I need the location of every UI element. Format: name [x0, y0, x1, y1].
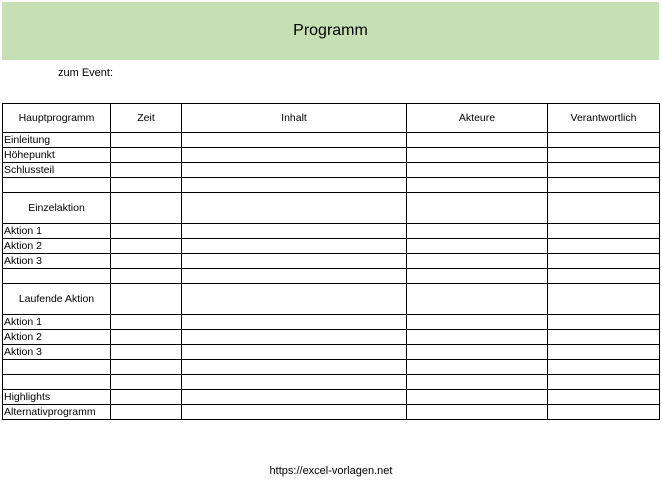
table-row [3, 254, 660, 269]
cell-verantwortlich[interactable] [548, 375, 660, 390]
header-hauptprogramm[interactable]: Hauptprogramm [3, 104, 111, 133]
cell-verantwortlich[interactable] [548, 254, 660, 269]
header-inhalt[interactable]: Inhalt [182, 104, 407, 133]
table-row [3, 224, 660, 239]
row-label-cell[interactable]: Höhepunkt [3, 148, 111, 163]
cell-verantwortlich[interactable] [548, 315, 660, 330]
table-row [3, 405, 660, 420]
cell-inhalt[interactable] [182, 163, 407, 178]
cell-akteure[interactable] [407, 269, 548, 284]
cell-zeit[interactable] [111, 193, 182, 224]
cell-inhalt[interactable] [182, 224, 407, 239]
row-label-cell[interactable]: Aktion 2 [3, 239, 111, 254]
program-table-body [3, 104, 660, 420]
cell-akteure[interactable] [407, 360, 548, 375]
row-label-cell[interactable]: Aktion 1 [3, 224, 111, 239]
table-row [3, 315, 660, 330]
table-row [3, 148, 660, 163]
cell-verantwortlich[interactable] [548, 178, 660, 193]
cell-verantwortlich[interactable] [548, 360, 660, 375]
cell-inhalt[interactable] [182, 239, 407, 254]
cell-akteure[interactable] [407, 330, 548, 345]
table-row [3, 269, 660, 284]
table-row [3, 178, 660, 193]
cell-inhalt[interactable] [182, 269, 407, 284]
table-header-row [3, 104, 660, 133]
page-title: Programm [293, 22, 368, 39]
cell-inhalt[interactable] [182, 375, 407, 390]
event-label: zum Event: [58, 67, 114, 79]
row-label-cell[interactable]: Alternativprogramm [3, 405, 111, 420]
cell-akteure[interactable] [407, 133, 548, 148]
cell-verantwortlich[interactable] [548, 133, 660, 148]
cell-verantwortlich[interactable] [548, 239, 660, 254]
program-table [2, 103, 660, 420]
cell-zeit[interactable] [111, 254, 182, 269]
footer-url: https://excel-vorlagen.net [269, 465, 393, 477]
table-row [3, 163, 660, 178]
cell-zeit[interactable] [111, 133, 182, 148]
cell-verantwortlich[interactable] [548, 284, 660, 315]
table-row [3, 239, 660, 254]
header-akteure[interactable]: Akteure [407, 104, 548, 133]
cell-akteure[interactable] [407, 254, 548, 269]
cell-zeit[interactable] [111, 239, 182, 254]
cell-verantwortlich[interactable] [548, 193, 660, 224]
cell-verantwortlich[interactable] [548, 224, 660, 239]
table-row [3, 345, 660, 360]
row-label-cell[interactable]: Aktion 3 [3, 254, 111, 269]
cell-inhalt[interactable] [182, 315, 407, 330]
cell-akteure[interactable] [407, 163, 548, 178]
cell-akteure[interactable] [407, 239, 548, 254]
cell-akteure[interactable] [407, 178, 548, 193]
cell-akteure[interactable] [407, 148, 548, 163]
row-label-cell[interactable]: Highlights [3, 390, 111, 405]
cell-inhalt[interactable] [182, 360, 407, 375]
cell-verantwortlich[interactable] [548, 405, 660, 420]
cell-zeit[interactable] [111, 269, 182, 284]
row-label-cell[interactable]: Laufende Aktion [3, 284, 111, 315]
cell-zeit[interactable] [111, 224, 182, 239]
cell-zeit[interactable] [111, 284, 182, 315]
cell-zeit[interactable] [111, 345, 182, 360]
cell-verantwortlich[interactable] [548, 345, 660, 360]
row-label-cell[interactable] [3, 178, 111, 193]
title-band [2, 2, 659, 60]
cell-inhalt[interactable] [182, 284, 407, 315]
cell-zeit[interactable] [111, 390, 182, 405]
section-row [3, 284, 660, 315]
cell-verantwortlich[interactable] [548, 163, 660, 178]
cell-verantwortlich[interactable] [548, 148, 660, 163]
cell-inhalt[interactable] [182, 330, 407, 345]
cell-akteure[interactable] [407, 390, 548, 405]
cell-inhalt[interactable] [182, 178, 407, 193]
row-label-cell[interactable] [3, 269, 111, 284]
cell-inhalt[interactable] [182, 193, 407, 224]
cell-akteure[interactable] [407, 315, 548, 330]
section-row [3, 193, 660, 224]
table-row [3, 133, 660, 148]
cell-zeit[interactable] [111, 330, 182, 345]
cell-verantwortlich[interactable] [548, 390, 660, 405]
cell-inhalt[interactable] [182, 405, 407, 420]
row-label-cell[interactable]: Einleitung [3, 133, 111, 148]
cell-akteure[interactable] [407, 284, 548, 315]
header-zeit[interactable]: Zeit [111, 104, 182, 133]
cell-verantwortlich[interactable] [548, 269, 660, 284]
table-row [3, 375, 660, 390]
row-label-cell[interactable] [3, 360, 111, 375]
cell-akteure[interactable] [407, 193, 548, 224]
cell-zeit[interactable] [111, 360, 182, 375]
cell-zeit[interactable] [111, 315, 182, 330]
row-label-cell[interactable]: Aktion 2 [3, 330, 111, 345]
cell-akteure[interactable] [407, 224, 548, 239]
cell-akteure[interactable] [407, 405, 548, 420]
table-row [3, 390, 660, 405]
cell-inhalt[interactable] [182, 133, 407, 148]
cell-zeit[interactable] [111, 178, 182, 193]
row-label-cell[interactable]: Aktion 3 [3, 345, 111, 360]
cell-inhalt[interactable] [182, 345, 407, 360]
cell-akteure[interactable] [407, 345, 548, 360]
cell-akteure[interactable] [407, 375, 548, 390]
cell-verantwortlich[interactable] [548, 330, 660, 345]
cell-zeit[interactable] [111, 405, 182, 420]
cell-inhalt[interactable] [182, 254, 407, 269]
cell-zeit[interactable] [111, 148, 182, 163]
header-verantwortlich[interactable]: Verantwortlich [548, 104, 660, 133]
row-label-cell[interactable]: Schlussteil [3, 163, 111, 178]
table-row [3, 360, 660, 375]
table-row [3, 330, 660, 345]
row-label-cell[interactable] [3, 375, 111, 390]
row-label-cell[interactable]: Aktion 1 [3, 315, 111, 330]
cell-inhalt[interactable] [182, 390, 407, 405]
row-label-cell[interactable]: Einzelaktion [3, 193, 111, 224]
cell-zeit[interactable] [111, 163, 182, 178]
cell-inhalt[interactable] [182, 148, 407, 163]
cell-zeit[interactable] [111, 375, 182, 390]
